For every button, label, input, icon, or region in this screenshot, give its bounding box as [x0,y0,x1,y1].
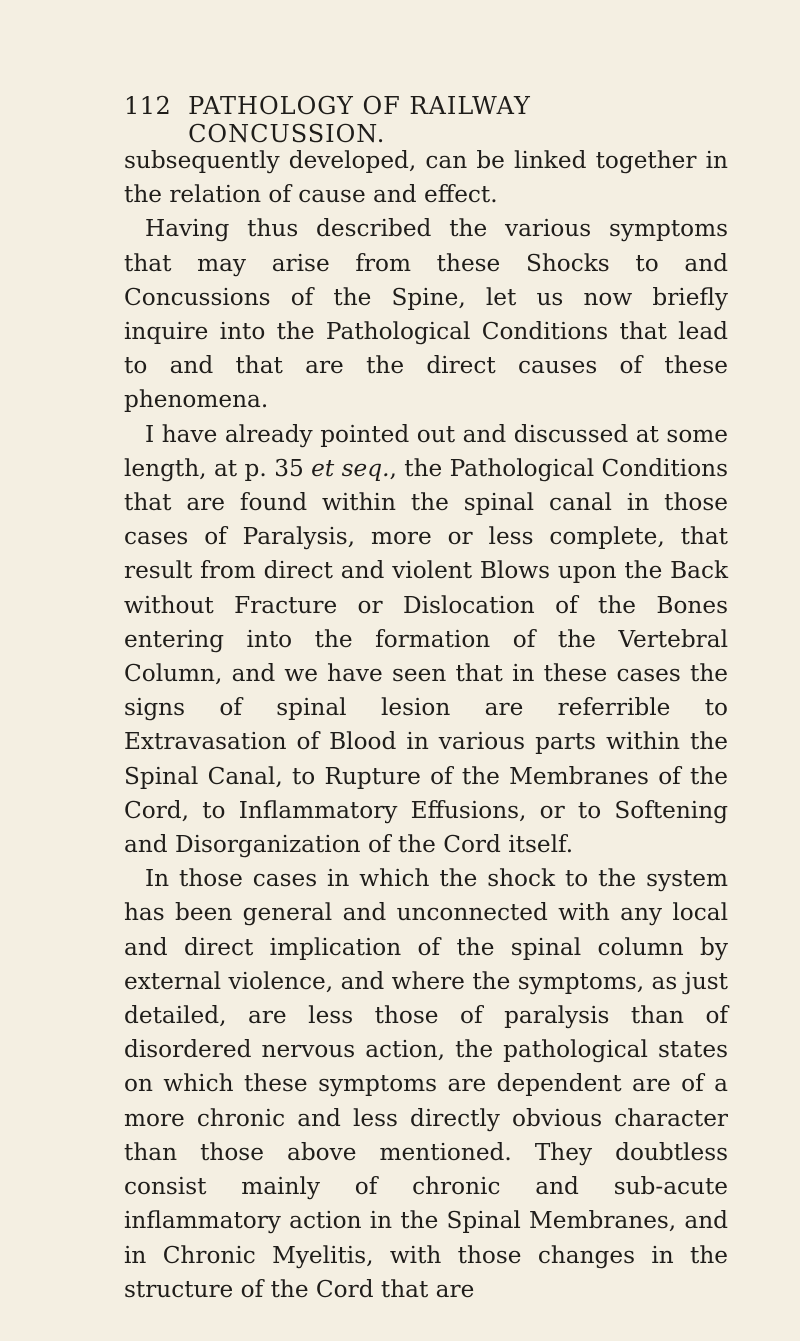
paragraph-continuation: subsequently developed, can be linked together in the relation of cause and effect. [124,147,728,209]
page-body [124,144,728,1307]
italic-latin-phrase: et seq. [311,454,390,482]
paragraph-text-after-italic: , the Pathological Conditions that are found within the spinal canal in those cases of Paralysis, more or less complete, that result from direct and violent Blows upon the Back without Fracture or Dislocation of the Bones entering into the formation of the Vertebral Column, and we have seen that in these cases the signs of spinal lesion are referrible to Extravasation of Blood in various parts within the Spinal Canal, to Rupture of the Membranes of the Cord, to Inflammatory Effusions, or to Softening and Disorganization of the Cord itself. [124,454,728,859]
paragraph-text-before-italic: I have already pointed out and discussed at some length, at p. 35 [124,420,728,482]
paragraph-pathological-conditions [124,418,728,863]
paragraph-general-shock: In those cases in which the shock to the system has been general and unconnected with any local and direct implication of the spinal column by external violence, and where the symptoms, as just detailed, are less those of paralysis than of disordered nervous action, the pathological states on which these symptoms are dependent are of a more chronic and less directly obvious character than those above mentioned. They doubtless consist mainly of chronic and sub-acute inflammatory action in the Spinal Membranes, and in Chronic Myelitis, with those changes in the structure of the Cord that are [124,865,728,1303]
running-title: PATHOLOGY OF RAILWAY CONCUSSION. [188,92,531,148]
page-number: 112 [124,92,172,120]
page-header [124,92,728,148]
paragraph-symptoms-summary: Having thus described the various symptoms that may arise from these Shocks to and Concussions of the Spine, let us now briefly inquire into the Pathological Conditions that lead to and that are the direct causes of these phenomena. [124,215,728,414]
